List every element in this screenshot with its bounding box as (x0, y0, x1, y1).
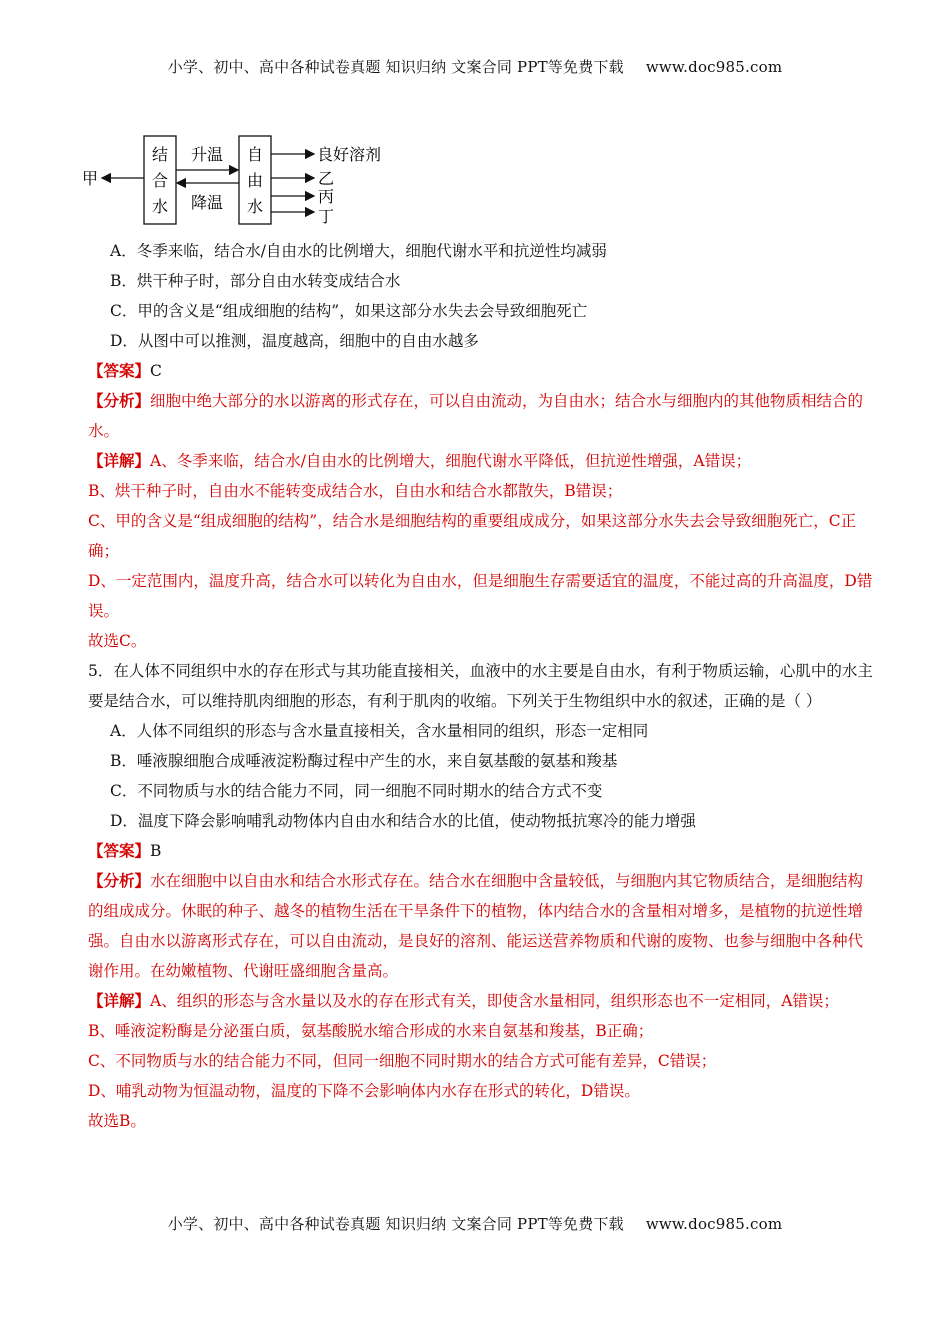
q4-detail-b: B、烘干种子时，自由水不能转变成结合水，自由水和结合水都散失，B错误； (88, 482, 623, 500)
footer-url[interactable]: www.doc985.com (645, 1215, 783, 1233)
cooling-label: 降温 (190, 193, 224, 212)
page-header (0, 56, 950, 77)
header-text: 小学、初中、高中各种试卷真题 知识归纳 文案合同 PPT等免费下载 (167, 58, 624, 76)
q5-detail-tag: 【详解】 (88, 991, 151, 1010)
free-water-char-2: 由 (246, 171, 264, 190)
q5-conclusion: 故选B。 (88, 1112, 146, 1130)
bound-water-char-2: 合 (151, 171, 169, 190)
q4-analysis-tag: 【分析】 (88, 391, 151, 410)
q5-option-c: C．不同物质与水的结合能力不同，同一细胞不同时期水的结合方式不变 (110, 782, 603, 800)
q4-analysis-text: 细胞中绝大部分的水以游离的形式存在，可以自由流动，为自由水；结合水与细胞内的其他物质相结合的水。 (88, 392, 864, 440)
q5-analysis-tag: 【分析】 (88, 871, 151, 890)
output-yi: 乙 (318, 169, 335, 188)
q4-answer-value: C (150, 362, 162, 380)
q4-detail-tag: 【详解】 (88, 451, 151, 470)
bound-water-char-3: 水 (151, 197, 169, 216)
q4-analysis (88, 386, 878, 446)
q5-answer (88, 836, 878, 866)
bound-water-char-1: 结 (151, 145, 169, 164)
output-bing: 丙 (318, 187, 335, 206)
q4-detail-a: A、冬季来临，结合水/自由水的比例增大，细胞代谢水平降低，但抗逆性增强，A错误； (150, 452, 752, 470)
q5-detail (88, 986, 878, 1136)
q5-analysis-text: 水在细胞中以自由水和结合水形式存在。结合水在细胞中含量较低，与细胞内其它物质结合，是细胞结构的组成成分。休眠的种子、越冬的植物生活在干旱条件下的植物，体内结合水的含量相对增多，是植物的抗逆性增强。自由水以游离形式存在，可以自由流动，是良好的溶剂、能运送营养物质和代谢的废物、也参与细胞中各种代谢作用。在幼嫩植物、代谢旺盛细胞含量高。 (88, 872, 864, 980)
q5-answer-tag: 【答案】 (88, 841, 151, 860)
q4-options (88, 236, 878, 356)
heating-label: 升温 (190, 145, 224, 164)
q4-detail-c: C、甲的含义是“组成细胞的结构”，结合水是细胞结构的重要组成成分，如果这部分水失去会导致细胞死亡，C正确； (88, 512, 857, 560)
free-water-char-3: 水 (246, 197, 264, 216)
q5-detail-d: D、哺乳动物为恒温动物，温度的下降不会影响体内水存在形式的转化，D错误。 (88, 1082, 640, 1100)
q5-options (88, 716, 878, 836)
header-url[interactable]: www.doc985.com (645, 58, 783, 76)
q5-stem: 5．在人体不同组织中水的存在形式与其功能直接相关，血液中的水主要是自由水，有利于物质运输，心肌中的水主要是结合水，可以维持肌肉细胞的形态，有利于肌肉的收缩。下列关于生物组织中水的叙述，正确的是（ ） (88, 662, 873, 710)
q5-detail-b: B、唾液淀粉酶是分泌蛋白质，氨基酸脱水缩合形成的水来自氨基和羧基，B正确； (88, 1022, 654, 1040)
output-ding: 丁 (318, 207, 335, 226)
page-footer (0, 1213, 950, 1234)
q4-option-a: A．冬季来临，结合水/自由水的比例增大，细胞代谢水平和抗逆性均减弱 (110, 242, 607, 260)
water-conversion-diagram (82, 128, 412, 228)
q5-detail-c: C、不同物质与水的结合能力不同，但同一细胞不同时期水的结合方式可能有差异，C错误； (88, 1052, 717, 1070)
q4-conclusion: 故选C。 (88, 632, 147, 650)
q4-detail (88, 446, 878, 656)
q5-option-b: B．唾液腺细胞合成唾液淀粉酶过程中产生的水，来自氨基酸的氨基和羧基 (110, 752, 618, 770)
q5-analysis (88, 866, 878, 986)
q5-answer-value: B (150, 842, 162, 860)
footer-text: 小学、初中、高中各种试卷真题 知识归纳 文案合同 PPT等免费下载 (167, 1215, 624, 1233)
q4-option-c: C．甲的含义是“组成细胞的结构”，如果这部分水失去会导致细胞死亡 (110, 302, 588, 320)
q4-option-b: B．烘干种子时，部分自由水转变成结合水 (110, 272, 401, 290)
q4-answer-tag: 【答案】 (88, 361, 151, 380)
q4-answer (88, 356, 878, 386)
q4-detail-d: D、一定范围内，温度升高，结合水可以转化为自由水，但是细胞生存需要适宜的温度，不能过高的升高温度，D错误。 (88, 572, 873, 620)
free-water-char-1: 自 (246, 145, 264, 164)
q5-detail-a: A、组织的形态与含水量以及水的存在形式有关，即使含水量相同，组织形态也不一定相同，A错误； (150, 992, 839, 1010)
output-good-solvent: 良好溶剂 (317, 145, 382, 164)
q5-option-d: D．温度下降会影响哺乳动物体内自由水和结合水的比值，使动物抵抗寒冷的能力增强 (110, 812, 696, 830)
q5-option-a: A．人体不同组织的形态与含水量直接相关，含水量相同的组织，形态一定相同 (110, 722, 649, 740)
output-jia: 甲 (82, 169, 99, 188)
page-content (88, 236, 878, 1136)
q4-option-d: D．从图中可以推测，温度越高，细胞中的自由水越多 (110, 332, 479, 350)
